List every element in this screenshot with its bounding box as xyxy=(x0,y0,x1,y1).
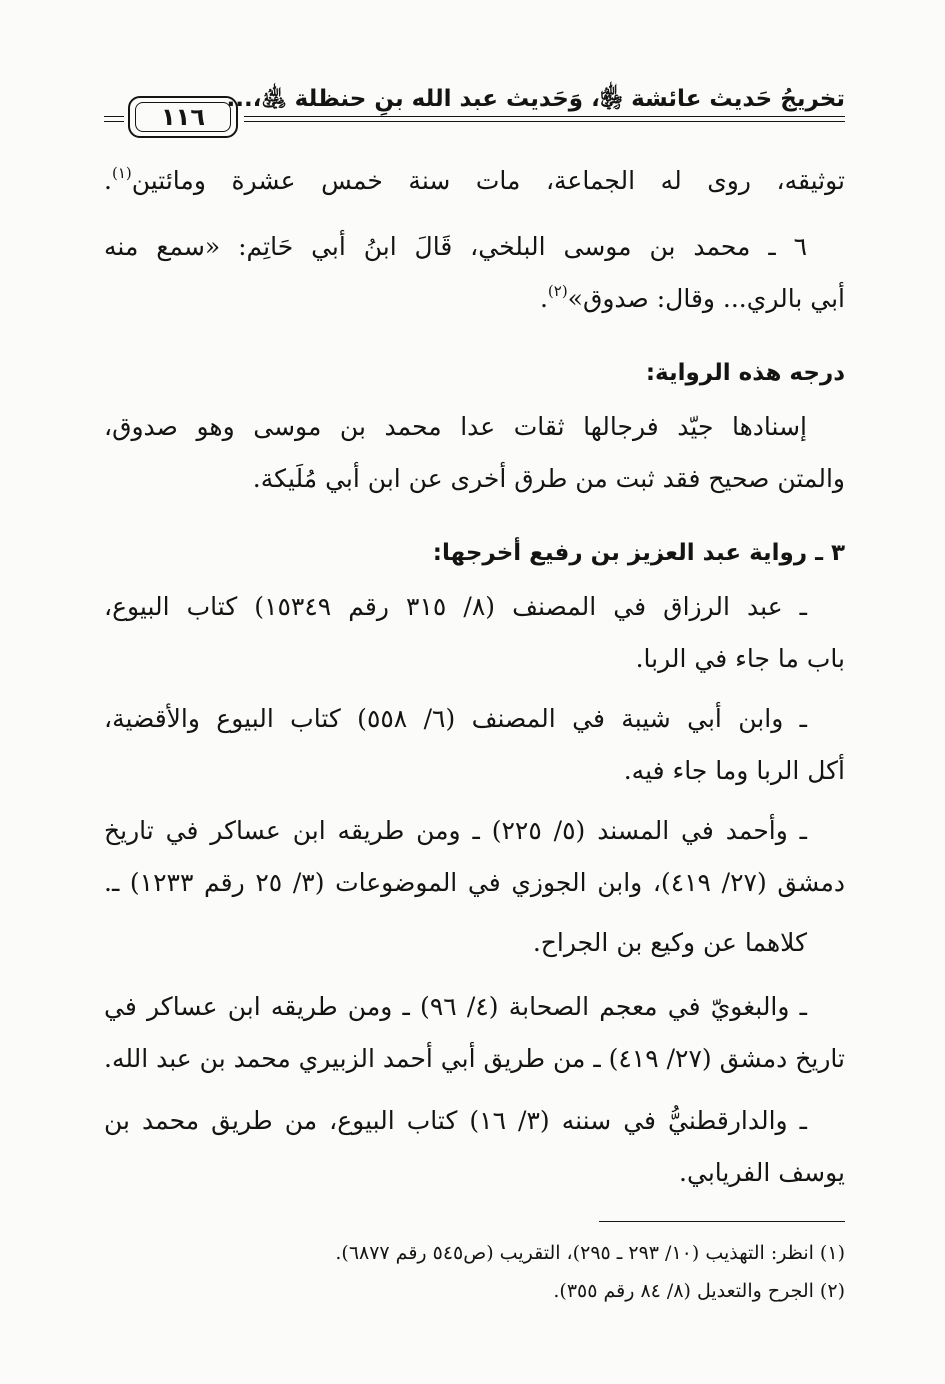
header-rule xyxy=(104,121,124,122)
text-line: ـ عبد الرزاق في المصنف (٨/ ٣١٥ رقم ١٥٣٤٩) كتاب البيوع، xyxy=(104,592,808,621)
header-rule xyxy=(244,116,845,117)
footnote-marker: (١) xyxy=(111,164,132,182)
page-number: ١١٦ xyxy=(135,102,231,132)
text-line: أكل الربا وما جاء فيه. xyxy=(623,756,845,785)
text-line: والمتن صحيح فقد ثبت من طرق أخرى عن ابن أبي مُلَيكة. xyxy=(252,464,845,493)
text-line: باب ما جاء في الربا. xyxy=(635,644,845,673)
text-line: يوسف الفريابي. xyxy=(679,1158,845,1187)
footnote: (٢) الجرح والتعديل (٨/ ٨٤ رقم ٣٥٥). xyxy=(553,1280,845,1302)
footnote-separator xyxy=(599,1221,845,1222)
book-page xyxy=(104,0,845,1384)
footnote-marker: (٢) xyxy=(547,282,568,300)
running-title: تخريجُ حَديث عائشة ﵂، وَحَديث عبد الله بنِ حنظلة ﵁،... xyxy=(226,86,845,112)
footnote: (١) انظر: التهذيب (١٠/ ٢٩٣ ـ ٢٩٥)، التقريب (ص٥٤٥ رقم ٦٨٧٧). xyxy=(335,1242,845,1264)
text-line: ـ والدارقطنيُّ في سننه (٣/ ١٦) كتاب البيوع، من طريق محمد بن xyxy=(104,1106,807,1135)
text-line: ـ والبغويّ في معجم الصحابة (٤/ ٩٦) ـ ومن طريقه ابن عساكر في xyxy=(104,992,807,1021)
section-heading: درجه هذه الرواية: xyxy=(645,360,845,386)
text-line: ـ وابن أبي شيبة في المصنف (٦/ ٥٥٨) كتاب البيوع والأقضية، xyxy=(104,704,807,733)
text-line: كلاهما عن وكيع بن الجراح. xyxy=(532,928,807,957)
header-rule xyxy=(104,116,124,117)
text-line: تاريخ دمشق (٢٧/ ٤١٩) ـ من طريق أبي أحمد الزبيري محمد بن عبد الله. xyxy=(104,1044,845,1073)
page-number-frame xyxy=(128,96,238,138)
text-line: توثيقه، روى له الجماعة، مات سنة خمس عشرة ومائتين$^{(١)}$. xyxy=(104,164,845,195)
text-line: إسنادها جيّد فرجالها ثقات عدا محمد بن موسى وهو صدوق، xyxy=(104,412,807,441)
header-rule xyxy=(244,121,845,122)
text-line: أبي بالري... وقال: صدوق»$^{(٢)}$. xyxy=(539,282,845,313)
text-line: ٦ ـ محمد بن موسى البلخي، قَالَ ابنُ أبي حَاتِم: «سمع منه xyxy=(104,232,807,261)
section-heading: ٣ ـ رواية عبد العزيز بن رفيع أخرجها: xyxy=(432,540,845,566)
text-line: دمشق (٢٧/ ٤١٩)، وابن الجوزي في الموضوعات (٣/ ٢٥ رقم ١٢٣٣) ـ. xyxy=(104,868,846,897)
text-line: ـ وأحمد في المسند (٥/ ٢٢٥) ـ ومن طريقه ابن عساكر في تاريخ xyxy=(104,816,807,845)
page-header xyxy=(104,78,845,130)
